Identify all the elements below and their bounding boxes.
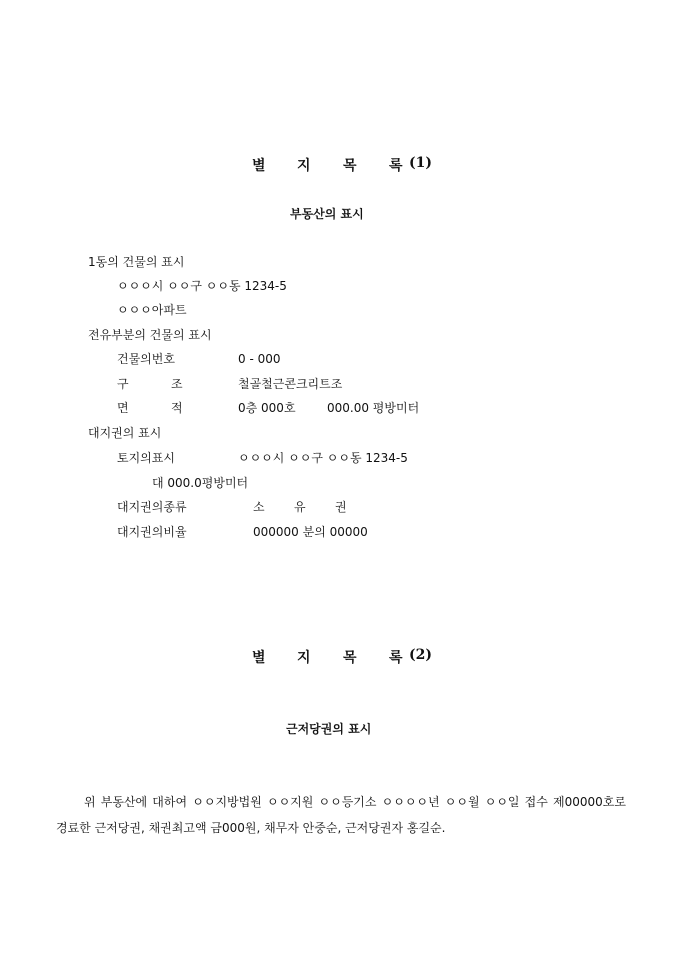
land-header: 대지권의 표시: [88, 426, 162, 440]
area-value: 0층 000호: [238, 401, 296, 415]
mortgage-paragraph: 위 부동산에 대하여 ㅇㅇ지방법원 ㅇㅇ지원 ㅇㅇ등기소 ㅇㅇㅇㅇ년 ㅇㅇ월 ㅇㅇ일 접수 제00000호로 경료한 근저당권, 채권최고액 금000원, 채무자 안중순, 근저당권자 홍길순.: [56, 795, 626, 835]
list2-subtitle: 근저당권의 표시: [286, 722, 372, 736]
list2-title-char-4: 록: [389, 650, 403, 666]
unit-number-value: 0 - 000: [238, 352, 281, 366]
list1-title-char-1: 별: [252, 158, 266, 174]
list2-title-char-1: 별: [252, 650, 266, 666]
right-ratio-label: 대지권의비율: [117, 525, 187, 539]
list2-title-number: (2): [409, 647, 432, 663]
area-label-b: 적: [171, 401, 183, 415]
structure-label-b: 조: [171, 377, 183, 391]
area-label-a: 면: [117, 401, 129, 415]
right-type-char-1: 소: [253, 500, 265, 514]
area-value-2: 000.00 평방미터: [327, 401, 420, 415]
list1-title-char-2: 지: [297, 158, 311, 174]
list1-title-char-3: 목: [343, 158, 357, 174]
right-type-char-2: 유: [294, 500, 306, 514]
list2-title-char-2: 지: [297, 650, 311, 666]
list2-title: [0, 647, 680, 665]
unit-number-label: 건물의번호: [117, 352, 175, 366]
right-type-label: 대지권의종류: [117, 500, 187, 514]
list1-subtitle: 부동산의 표시: [290, 207, 364, 221]
land-label: 토지의표시: [117, 451, 175, 465]
structure-value: 철골철근콘크리트조: [238, 377, 343, 391]
building-name: ㅇㅇㅇ아파트: [117, 303, 187, 317]
land-address: ㅇㅇㅇ시 ㅇㅇ구 ㅇㅇ동 1234-5: [238, 451, 408, 465]
structure-label-a: 구: [117, 377, 129, 391]
land-area: 대 000.0평방미터: [152, 476, 249, 490]
right-ratio-value: 000000 분의 00000: [253, 525, 368, 539]
building-header: 1동의 건물의 표시: [88, 255, 185, 269]
list2-title-char-3: 목: [343, 650, 357, 666]
list1-title-number: (1): [409, 155, 432, 171]
list1-title: [0, 155, 680, 173]
right-type-char-3: 권: [335, 500, 347, 514]
building-address: ㅇㅇㅇ시 ㅇㅇ구 ㅇㅇ동 1234-5: [117, 279, 287, 293]
list1-title-char-4: 록: [389, 158, 403, 174]
unit-header: 전유부분의 건물의 표시: [88, 328, 212, 342]
